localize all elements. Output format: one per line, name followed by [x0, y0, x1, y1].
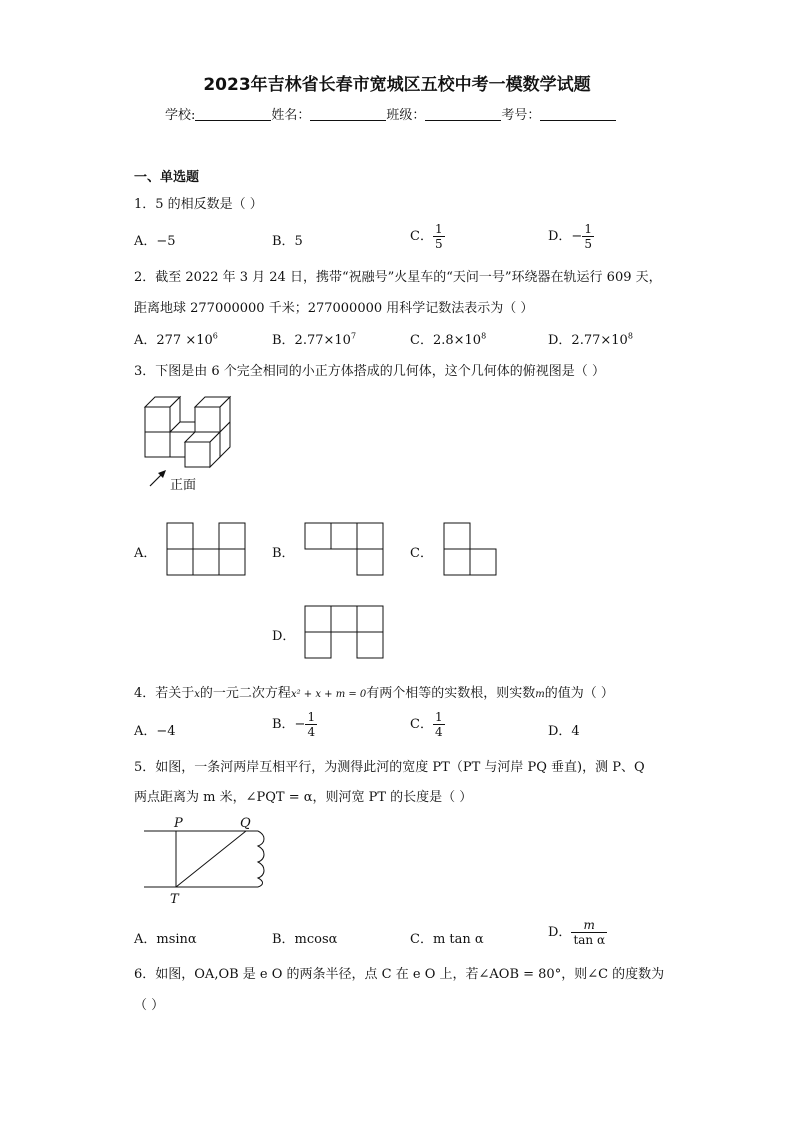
front-label: 正面: [170, 478, 197, 493]
question-1-option-b: B．5: [272, 234, 303, 249]
stem-text: 4．若关于: [134, 686, 195, 701]
fraction: [571, 918, 607, 947]
id-label: 考号：: [501, 108, 541, 123]
section-heading: 一、单选题: [134, 170, 200, 185]
stem-text: 的值为（ ）: [544, 686, 614, 701]
top-view-option-a: [166, 522, 248, 578]
question-3-option-a: A．: [134, 546, 157, 561]
question-5-stem-line1: 5．如图，一条河两岸互相平行，为测得此河的宽度 PT（PT 与河岸 PQ 垂直)，测 P、Q: [134, 760, 645, 775]
fraction: [433, 222, 445, 251]
fraction-denominator: tan α: [573, 933, 606, 947]
question-3-option-c: C．: [410, 546, 433, 561]
fraction-numerator: 1: [434, 222, 443, 236]
question-6-stem-line2: （ ）: [134, 998, 165, 1013]
fraction-numerator: 1: [434, 710, 443, 724]
question-1-option-a: A．−5: [134, 234, 176, 249]
id-blank: [540, 107, 616, 121]
fraction-numerator: 1: [584, 222, 592, 236]
question-3-option-d: D．: [272, 629, 296, 644]
exponent: 8: [627, 331, 633, 341]
exponent: 8: [481, 331, 487, 341]
school-label: 学校:: [165, 108, 196, 123]
class-blank: [425, 107, 501, 121]
student-info-line: [165, 104, 616, 123]
name-blank: [310, 107, 386, 121]
fraction-denominator: 4: [434, 725, 443, 739]
option-prefix: B．−: [272, 717, 306, 732]
point-q-label: Q: [240, 816, 251, 831]
question-1-option-d: [548, 222, 594, 251]
river-diagram: [140, 815, 280, 910]
question-5-stem-line2: 两点距离为 m 米，∠PQT = α，则河宽 PT 的长度是（ ）: [134, 790, 473, 805]
question-2-option-a: [134, 329, 218, 348]
fraction: [305, 710, 317, 739]
option-text: B．2.77×10: [272, 333, 351, 348]
question-5-option-a: A．msinα: [134, 932, 197, 947]
page-title: 2023年吉林省长春市宽城区五校中考一模数学试题: [203, 75, 591, 95]
question-1-option-c: [410, 222, 445, 251]
exponent: 7: [350, 331, 357, 341]
fraction-denominator: 4: [307, 725, 316, 739]
question-5-option-d: [548, 918, 607, 947]
question-4-option-a: A．−4: [134, 724, 176, 739]
stem-text: 的一元二次方程: [199, 686, 291, 701]
fraction-denominator: 5: [584, 237, 592, 251]
stem-text: 有两个相等的实数根，则实数: [366, 686, 536, 701]
fraction-denominator: 5: [434, 237, 443, 251]
option-text: D．2.77×10: [548, 333, 628, 348]
equation: x² + x + m = 0: [290, 689, 367, 700]
fraction: [433, 710, 445, 739]
question-3-option-b: B．: [272, 546, 295, 561]
school-blank: [195, 107, 271, 121]
option-c-prefix: C．: [410, 229, 433, 244]
question-3-stem: 3．下图是由 6 个完全相同的小正方体搭成的几何体，这个几何体的俯视图是（ ）: [134, 364, 605, 379]
question-1-stem: 1．5 的相反数是（ ）: [134, 197, 263, 212]
point-p-label: P: [174, 816, 183, 831]
question-2-stem-line1: 2．截至 2022 年 3 月 24 日，携带“祝融号”火星车的“天问一号”环绕器在轨运行 609 天，: [134, 270, 662, 285]
option-text: C．2.8×10: [410, 333, 482, 348]
top-view-option-d: [304, 605, 386, 661]
question-4-stem: [134, 682, 614, 701]
question-2-stem-line2: 距离地球 277000000 千米；277000000 用科学记数法表示为（ ）: [134, 301, 534, 316]
variable: x: [194, 689, 200, 700]
question-4-option-b: [272, 710, 317, 739]
option-prefix: D．: [548, 925, 572, 940]
fraction-numerator: m: [583, 918, 595, 932]
name-label: 姓名：: [271, 108, 311, 123]
top-view-option-c: [443, 522, 499, 578]
fraction: [582, 222, 594, 251]
exponent: 6: [212, 331, 218, 341]
question-5-option-c: C．m tan α: [410, 932, 484, 947]
point-t-label: T: [170, 892, 179, 907]
top-view-option-b: [304, 522, 386, 578]
question-6-stem-line1: 6．如图，OA,OB 是 e O 的两条半径，点 C 在 e O 上，若∠AOB = 80°，则∠C 的度数为: [134, 967, 665, 982]
variable: m: [535, 689, 545, 700]
question-4-option-d: D．4: [548, 724, 580, 739]
question-4-option-c: [410, 710, 445, 739]
class-label: 班级：: [386, 108, 426, 123]
option-text: A．277 ×10: [134, 333, 213, 348]
fraction-numerator: 1: [307, 710, 316, 724]
option-d-prefix: D．−: [548, 229, 583, 244]
question-2-option-b: [272, 329, 356, 348]
question-2-option-c: [410, 329, 486, 348]
question-2-option-d: [548, 329, 633, 348]
option-prefix: C．: [410, 717, 433, 732]
question-5-option-b: B．mcosα: [272, 932, 338, 947]
